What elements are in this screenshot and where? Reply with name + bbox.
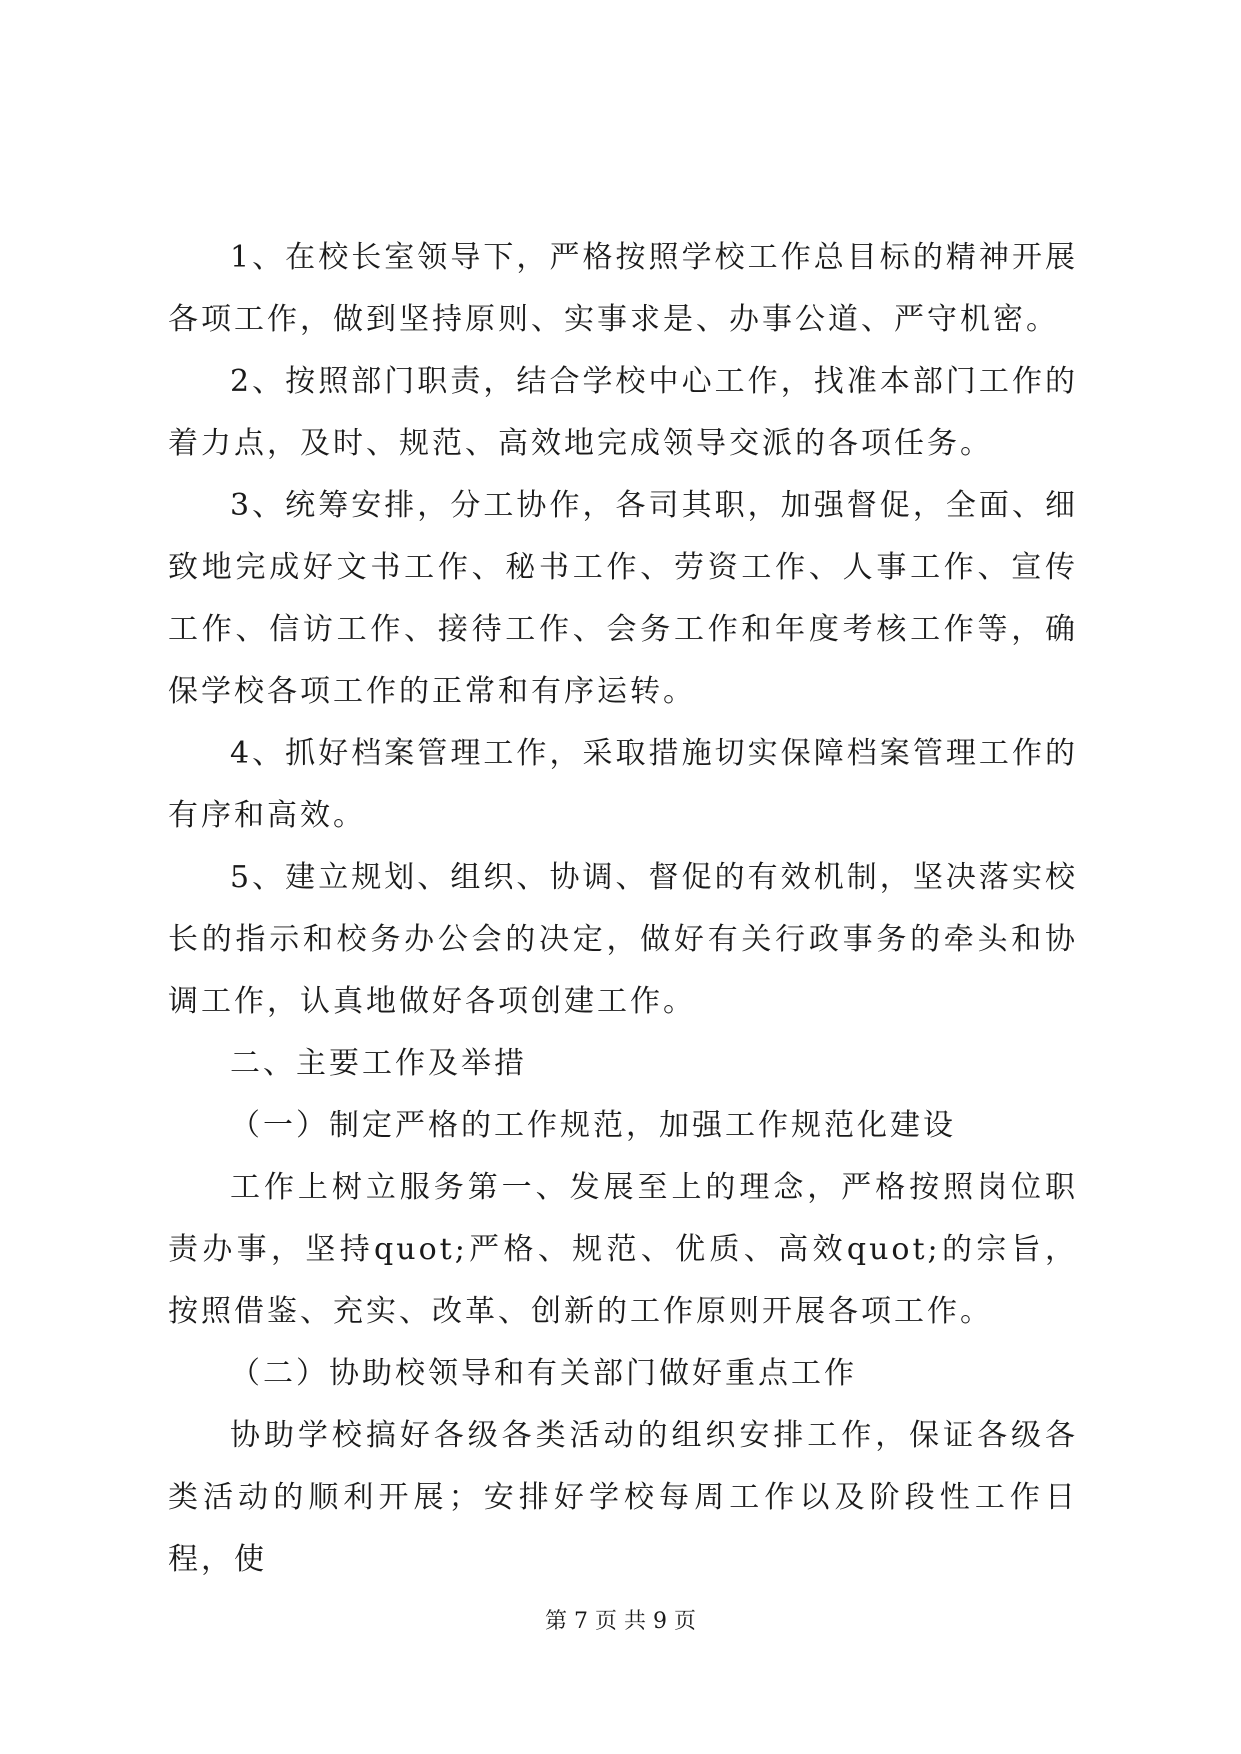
paragraph-1: 1、在校长室领导下，严格按照学校工作总目标的精神开展各项工作，做到坚持原则、实事求是、办事公道、严守机密。 — [168, 240, 1078, 337]
subsection-1-body: 工作上树立服务第一、发展至上的理念，严格按照岗位职责办事，坚持quot;严格、规范、优质、高效quot;的宗旨，按照借鉴、充实、改革、创新的工作原则开展各项工作。 — [168, 1170, 1078, 1329]
paragraph-2: 2、按照部门职责，结合学校中心工作，找准本部门工作的着力点，及时、规范、高效地完成领导交派的各项任务。 — [168, 364, 1078, 461]
subsection-2-body: 协助学校搞好各级各类活动的组织安排工作，保证各级各类活动的顺利开展；安排好学校每周工作以及阶段性工作日程，使 — [168, 1418, 1078, 1577]
subsection-1-title: （一）制定严格的工作规范，加强工作规范化建设 — [230, 1108, 956, 1143]
document-body — [168, 227, 1078, 1591]
page-footer: 第 7 页 共 9 页 — [545, 1609, 696, 1634]
paragraph-5: 5、建立规划、组织、协调、督促的有效机制，坚决落实校长的指示和校务办公会的决定，做好有关行政事务的牵头和协调工作，认真地做好各项创建工作。 — [168, 860, 1078, 1019]
subsection-2-title: （二）协助校领导和有关部门做好重点工作 — [230, 1356, 857, 1391]
paragraph-3: 3、统筹安排，分工协作，各司其职，加强督促，全面、细致地完成好文书工作、秘书工作、劳资工作、人事工作、宣传工作、信访工作、接待工作、会务工作和年度考核工作等，确保学校各项工作的正常和有序运转。 — [168, 488, 1078, 709]
paragraph-4: 4、抓好档案管理工作，采取措施切实保障档案管理工作的有序和高效。 — [168, 736, 1078, 833]
section-heading: 二、主要工作及举措 — [230, 1046, 527, 1081]
